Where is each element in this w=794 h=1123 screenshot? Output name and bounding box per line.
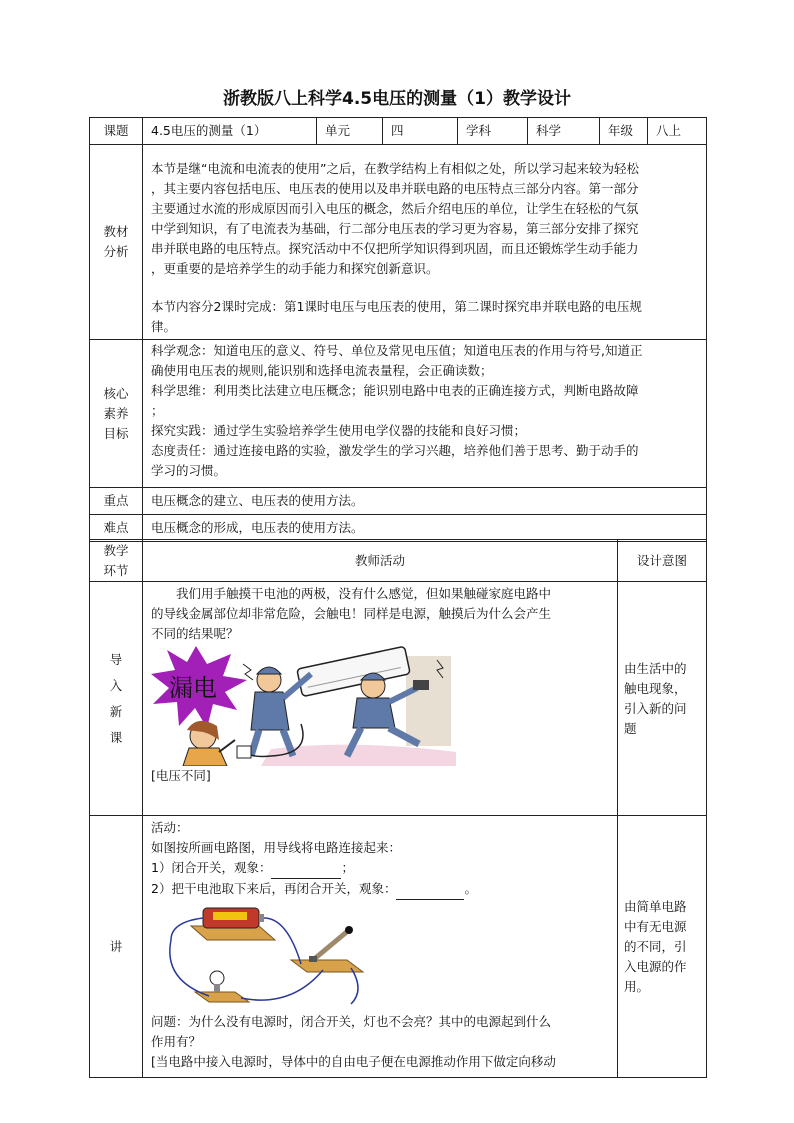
analysis-line: 主要通过水流的形成原因而引入电压的概念，然后介绍电压的单位，让学生在轻松的气氛 xyxy=(151,201,639,216)
drill-icon xyxy=(413,680,429,690)
analysis-line: 本节内容分2课时完成：第1课时电压与电压表的使用，第二课时探究串并联电路的电压规 xyxy=(151,299,642,314)
literacy-label-line: 核心 xyxy=(103,385,129,401)
difficulty-label: 难点 xyxy=(90,515,143,542)
switch-handle xyxy=(345,926,353,934)
intro-row xyxy=(90,582,707,816)
lecture-intent xyxy=(618,816,707,1078)
circuit-illustration xyxy=(151,900,366,1012)
intro-line: 我们用手触摸干电池的两极，没有什么感觉，但如果触碰家庭电路中 xyxy=(176,586,552,601)
literacy-label xyxy=(90,340,143,488)
intro-step-label xyxy=(90,582,143,816)
analysis-label xyxy=(90,145,143,340)
circuit-wire xyxy=(241,970,323,1000)
key-row xyxy=(90,488,707,515)
question-2 xyxy=(151,879,609,900)
circuit-wire xyxy=(351,968,358,1004)
literacy-line: 确使用电压表的规则,能识别和选择电流表量程，会正确读数； xyxy=(151,363,493,378)
worker1-leg xyxy=(251,730,259,756)
switch-pivot xyxy=(309,956,317,962)
process-header-row xyxy=(90,540,707,582)
lecture-intent-line: 的不同，引 xyxy=(624,938,687,954)
page-title: 浙教版八上科学4.5电压的测量（1）教学设计 xyxy=(223,89,571,109)
bulb-socket xyxy=(214,984,220,992)
intro-intent-line: 题 xyxy=(624,720,637,736)
answer-blank-1[interactable] xyxy=(271,858,341,879)
analysis-line: 本节是继“电流和电流表的使用”之后，在教学结构上有相似之处，所以学习起来较为轻松 xyxy=(151,161,639,176)
circuit-wire xyxy=(264,918,301,964)
lecture-step-label: 讲 xyxy=(90,816,143,1078)
lecture-intent-line: 中有无电源 xyxy=(624,918,687,934)
subject-label: 学科 xyxy=(458,118,528,145)
wall-shape xyxy=(406,656,451,746)
literacy-line: 学习的习惯。 xyxy=(151,463,227,478)
intro-step-char: 导 xyxy=(109,651,123,667)
topic-label: 课题 xyxy=(90,118,143,145)
intro-teacher-activity xyxy=(143,582,618,816)
intro-line: 不同的结果呢？ xyxy=(151,626,239,641)
switch-lever xyxy=(313,930,349,960)
question-line: [当电路中接入电源时，导体中的自由电子便在电源推动作用下做定向移动 xyxy=(151,1054,556,1069)
analysis-row xyxy=(90,145,707,340)
intro-intent-line: 由生活中的 xyxy=(624,660,687,676)
question-1-text: 1）闭合开关，观象： xyxy=(151,860,272,875)
lecture-teacher-activity xyxy=(143,816,618,1078)
intro-intent-line: 触电现象， xyxy=(624,680,687,696)
lecture-intent-line: 入电源的作 xyxy=(624,958,687,974)
teacher-activity-header: 教师活动 xyxy=(143,540,618,582)
literacy-line: ； xyxy=(151,403,164,418)
worker1-cap xyxy=(257,667,281,674)
literacy-label-line: 目标 xyxy=(103,425,129,441)
intro-answer: [电压不同] xyxy=(151,768,211,783)
analysis-line: 中学到知识，有了电流表为基础，行二部分电压表的学习更为容易，第三部分安排了探究 xyxy=(151,221,639,236)
question-1-end: ； xyxy=(341,860,354,875)
literacy-line: 科学思维：利用类比法建立电压概念；能识别电路中电表的正确连接方式，判断电路故障 xyxy=(151,383,639,398)
literacy-label-line: 素养 xyxy=(103,405,129,421)
analysis-line: 串并联电路的电压特点。探究活动中不仅把所学知识得到巩固，而且还锻炼学生动手能力 xyxy=(151,241,639,256)
question-2-end: 。 xyxy=(464,881,477,896)
analysis-text xyxy=(143,145,707,340)
grade-label: 年级 xyxy=(600,118,648,145)
woman-arm xyxy=(219,740,235,752)
intro-line: 的导线金属部位却非常危险，会触电！同样是电源，触摸后为什么会产生 xyxy=(151,606,552,621)
unit-label: 单元 xyxy=(317,118,383,145)
lecture-intent-line: 由简单电路 xyxy=(624,898,687,914)
battery-label xyxy=(213,912,247,920)
design-intent-header: 设计意图 xyxy=(618,540,707,582)
intro-step-char: 课 xyxy=(109,729,123,745)
lecture-row xyxy=(90,816,707,1078)
lecture-intent-line: 用。 xyxy=(624,978,650,994)
bulb-icon xyxy=(210,971,224,985)
literacy-line: 态度责任：通过连接电路的实验，激发学生的学习兴趣，培养他们善于思考、勤于动手的 xyxy=(151,443,639,458)
intro-step-char: 入 xyxy=(109,677,123,693)
literacy-line: 科学观念：知道电压的意义、符号、单位及常见电压值；知道电压表的作用与符号,知道正 xyxy=(151,343,643,358)
question-line: 作用有？ xyxy=(151,1034,202,1049)
step-header-line: 环节 xyxy=(103,562,129,578)
worker2-body xyxy=(353,698,395,728)
header-row xyxy=(90,118,707,145)
unit-value: 四 xyxy=(383,118,458,145)
step-header-line: 教学 xyxy=(103,542,129,558)
intro-intent xyxy=(618,582,707,816)
shock-lines xyxy=(243,664,253,680)
analysis-line: ，其主要内容包括电压、电压表的使用以及串并联电路的电压特点三部分内容。第一部分 xyxy=(151,181,639,196)
intro-step-char: 新 xyxy=(109,703,123,719)
analysis-line: ，更重要的是培养学生的动手能力和探究创新意识。 xyxy=(151,261,439,276)
question-1 xyxy=(151,858,609,879)
difficulty-text: 电压概念的形成，电压表的使用方法。 xyxy=(143,515,707,542)
question-line: 问题：为什么没有电源时，闭合开关，灯也不会亮？其中的电源起到什么 xyxy=(151,1014,552,1029)
literacy-row xyxy=(90,340,707,488)
subject-value: 科学 xyxy=(528,118,600,145)
grade-value: 八上 xyxy=(648,118,707,145)
step-header xyxy=(90,540,143,582)
activity-instruction: 如图按所画电路图，用导线将电路连接起来： xyxy=(151,840,402,855)
lesson-info-table xyxy=(89,117,707,542)
question-2-text: 2）把干电池取下来后，再闭合开关，观象： xyxy=(151,881,397,896)
ac-body xyxy=(297,646,410,696)
battery-terminal xyxy=(259,914,264,922)
analysis-label-line: 分析 xyxy=(103,244,129,259)
activity-label: 活动： xyxy=(151,820,189,835)
air-conditioner xyxy=(297,646,410,696)
analysis-label-line: 教材 xyxy=(103,224,129,239)
answer-blank-2[interactable] xyxy=(396,879,464,900)
power-socket xyxy=(237,746,251,758)
process-table xyxy=(89,539,707,1078)
cartoon-leak-text: 漏电 xyxy=(169,674,217,702)
topic-value: 4.5电压的测量（1） xyxy=(143,118,317,145)
electric-shock-cartoon xyxy=(151,644,456,766)
intro-intent-line: 引入新的问 xyxy=(624,700,687,716)
literacy-text xyxy=(143,340,707,488)
analysis-line: 律。 xyxy=(151,319,177,334)
literacy-line: 探究实践：通过学生实验培养学生使用电学仪器的技能和良好习惯； xyxy=(151,423,527,438)
key-label: 重点 xyxy=(90,488,143,515)
key-text: 电压概念的建立、电压表的使用方法。 xyxy=(143,488,707,515)
difficulty-row xyxy=(90,515,707,542)
